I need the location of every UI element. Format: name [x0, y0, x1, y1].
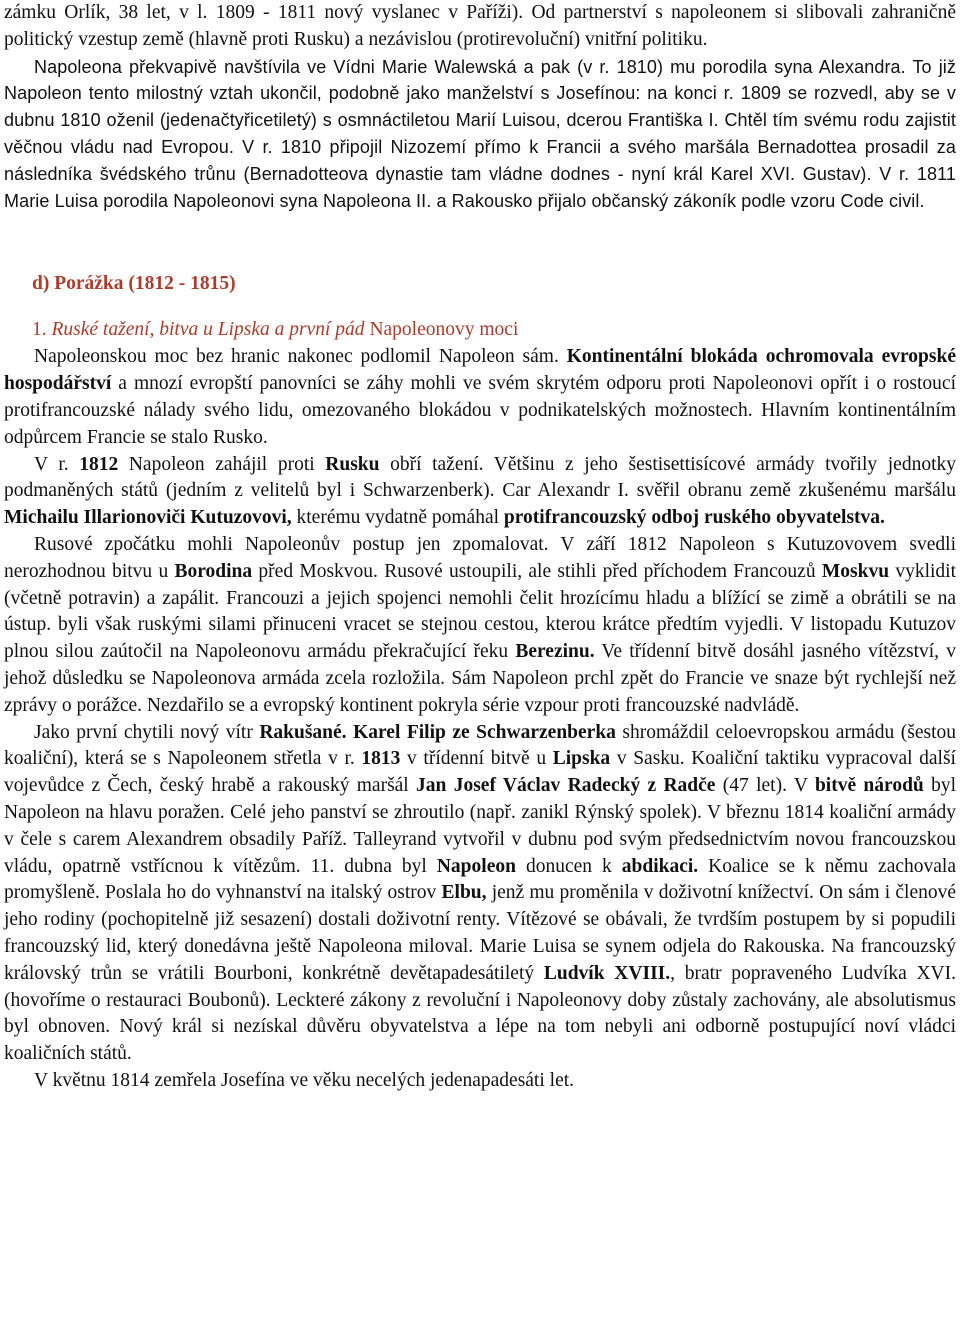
bold-run: Moskvu — [821, 560, 890, 582]
text-run: , bratr popraveného Ludvíka XVI. (hovoříme o restauraci Boubonů). Leckteré zákony z revoluční i Napoleonovy doby zůstaly zachovány, ale absolutismus byl obnoven. Nový král si nezískal důvěru obyvatelstva a lépe na tom nebyli ani odborně postupující noví vládci koaličních států. — [4, 962, 957, 1065]
bold-run: Karel Filip ze Schwarzenberka — [353, 721, 616, 743]
paragraph-blockade — [4, 344, 956, 451]
text-run: (47 let). V — [715, 775, 815, 797]
bold-run: Michailu Illarionoviči Kutuzovovi, — [4, 507, 292, 529]
text-run: kterému vydatně pomáhal — [291, 507, 504, 529]
text-run: vyklidit (včetně potravin) a zapálit. Francouzi a jejich spojenci nemohli čelit hrozícímu hladu a blížící se zimě a obrátili se na ústup. byli však ruskými silami přinuceni vracet se stejnou cestou, kterou krátce předtím vyjedli. V listopadu Kutuzov plnou silou zaútočil na Napoleonovu armádu překračující řeku — [4, 560, 957, 663]
text-run: Napoleon zahájil proti — [118, 453, 326, 475]
bold-run: Rusku — [325, 453, 380, 475]
paragraph-walewska: Napoleona překvapivě navštívila ve Vídni Marie Walewská a pak (v r. 1810) mu porodila syna Alexandra. To již Napoleon tento milostný vztah ukončil, podobně jako manželství s Josefínou: na konci r. 1809 se rozvedl, aby se v dubnu 1810 oženil (jedenačtyřicetiletý) s osmnáctiletou Marií Luisou, dcerou Františka I. Chtěl tím svému rodu zajistit věčnou vládu nad Evropou. V r. 1810 připojil Nizozemí přímo k Francii a svého maršála Bernadottea prosadil za následníka švédského trůnu (Bernadotteova dynastie tam vládne dodnes - nyní král Karel XVI. Gustav). V r. 1811 Marie Luisa porodila Napoleonovi syna Napoleona II. a Rakousko přijalo občanský zákoník podle vzoru Code civil. — [4, 56, 956, 211]
bold-run: Borodina — [174, 560, 253, 582]
text-run: obří tažení. Většinu z jeho šestisettisícové armády tvořily jednotky podmaněných států (jedním z velitelů byl i Schwarzenberk). Car Alexandr I. svěřil obranu země zkušenému maršálu — [4, 453, 956, 502]
paragraph-josefina: V květnu 1814 zemřela Josefína ve věku necelých jedenapadesáti let. — [34, 1069, 575, 1091]
bold-run: Ludvík XVIII. — [543, 962, 671, 984]
text-run: Koalice se k němu zachovala promyšleně. Poslala ho do vyhnanství na italský ostrov — [4, 855, 957, 904]
text-run: shromáždil celoevropskou armádu (šestou koaliční), která se s Napoleonem střetla v r. — [4, 721, 956, 770]
bold-run: abdikaci. — [621, 855, 699, 877]
text-run: Rusové zpočátku mohli Napoleonův postup jen zpomalovat. V září 1812 Napoleon s Kutuzovovem svedli nerozhodnou bitvu u — [4, 533, 956, 582]
subsection-number: 1. — [32, 319, 47, 341]
bold-run: bitvě národů — [814, 775, 924, 797]
subsection-title-plain: Napoleonovy moci — [369, 319, 519, 341]
bold-run: Lipska — [552, 748, 611, 770]
text-run: v Sasku. Koaliční taktiku vypracoval další vojevůdce z Čech, český hrabě a rakouský maršál — [4, 748, 956, 797]
bold-run: Kontinentální blokáda ochromovala evropské hospodářství — [4, 346, 956, 395]
text-run: jenž mu proměnila v doživotní knížectví. On sám i členové jeho rodiny (pochopitelně již sesazení) dostali doživotní renty. Vítězové se obávali, že tvrdším postupem by si popudili francouzský lid, který donedávna ještě Napoleona miloval. Marie Luisa se synem odjela do Rakouska. Na francouzský královský trůn se vrátili Bourboni, konkrétně devětapadesátiletý — [4, 882, 957, 984]
paragraph-retreat — [4, 532, 956, 720]
text-run: byl Napoleon na hlavu poražen. Celé jeho panství se zhroutilo (např. zanikl Rýnský spolek). V březnu 1814 koaliční armády v čele s carem Alexandrem obsadily Paříž. Talleyrand vytvořil v dubnu pod svým předsednictvím novou francouzskou vládu, opatrně vstřícnou k vítězům. 11. dubna byl — [4, 775, 956, 877]
text-run: a mnozí evropští panovníci se záhy mohli ve svém skrytém odporu proti Napoleonovi opřít i o rostoucí protifrancouzské nálady svého lidu, omezovaného blokádou v podnikatelských možnostech. Hlavním kontinentálním odpůrcem Francie se stalo Rusko. — [4, 373, 956, 448]
text-run: V r. — [34, 453, 80, 475]
bold-run: Napoleon — [436, 855, 516, 877]
paragraph-leipzig — [4, 720, 956, 1068]
text-run: Jako první chytili nový vítr — [34, 721, 260, 743]
text-run: v třídenní bitvě u — [400, 748, 553, 770]
bold-run: protifrancouzský odboj ruského obyvatelstva. — [503, 507, 885, 529]
bold-run: Jan Josef Václav Radecký z Radče — [416, 775, 716, 797]
spacer — [4, 214, 956, 270]
subsection-heading — [32, 316, 956, 344]
bold-run: Rakušané. — [259, 721, 347, 743]
section-heading: d) Porážka (1812 - 1815) — [32, 273, 236, 295]
text-run: donucen k — [515, 855, 622, 877]
paragraph-intro: zámku Orlík, 38 let, v l. 1809 - 1811 nový vyslanec v Paříži). Od partnerství s napoleonem si slibovali zahraničně politický vzestup země (hlavně proti Rusku) a nezávislou (protirevoluční) vnitřní politiku. — [4, 2, 956, 50]
bold-run: Elbu, — [441, 882, 487, 904]
bold-run: Berezinu. — [515, 641, 595, 663]
paragraph-russian-campaign — [4, 452, 956, 532]
text-run: Napoleonskou moc bez hranic nakonec podlomil Napoleon sám. — [34, 346, 567, 368]
bold-run: 1813 — [361, 748, 401, 770]
text-run: před Moskvou. Rusové ustoupili, ale stihli před příchodem Francouzů — [252, 560, 822, 582]
text-run: Ve třídenní bitvě dosáhl jasného vítězství, v jehož důsledku se Napoleonova armáda zcela rozložila. Sám Napoleon prchl zpět do Francie ve snaze být rychlejší než zprávy o porážce. Nezdařilo se a evropský kontinent pokryla série vzpour proti francouzské nadvládě. — [4, 641, 956, 716]
bold-run: 1812 — [79, 453, 119, 475]
subsection-title-italic: Ruské tažení, bitva u Lipska a první pád — [51, 319, 365, 341]
